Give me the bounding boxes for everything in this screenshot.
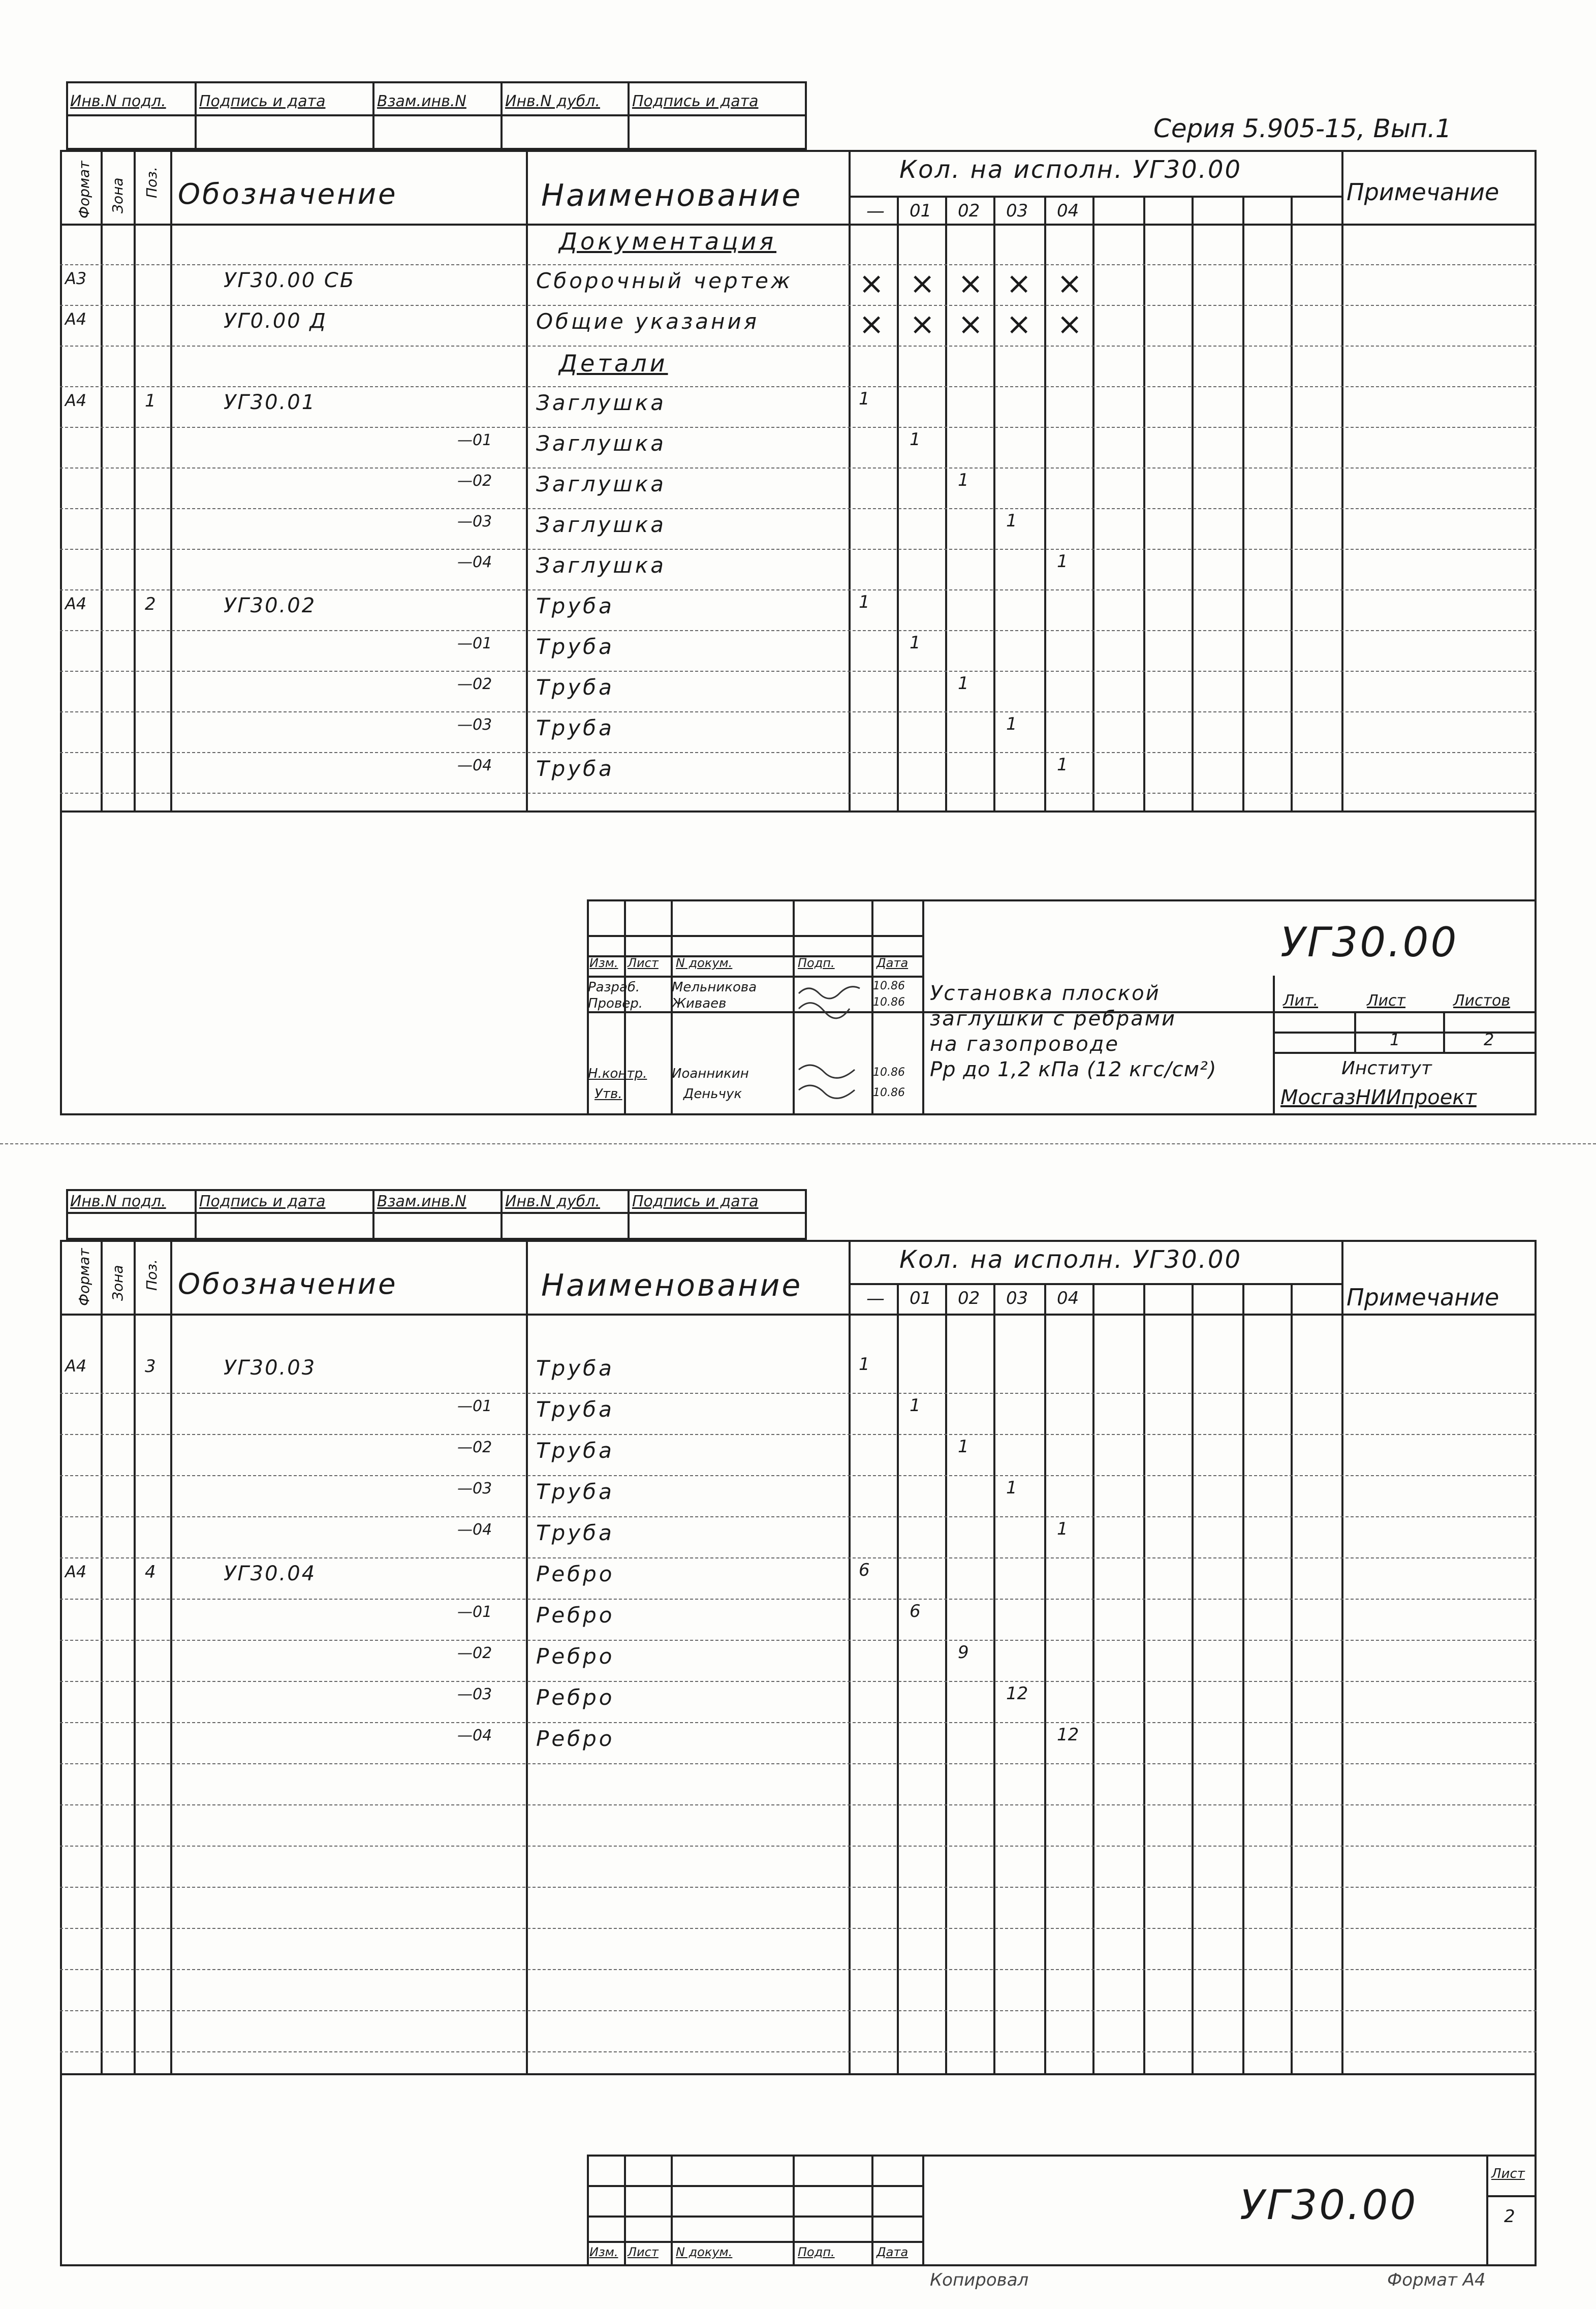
row-qty-base: 1	[859, 1354, 870, 1375]
row-divider	[60, 1722, 1537, 1723]
hdr-signature-date-2: Подпись и дата	[632, 92, 759, 110]
hdr2-signature-date-2: Подпись и дата	[632, 1193, 759, 1210]
row-position: 3	[145, 1356, 156, 1377]
tb1-sheets-value: 2	[1484, 1030, 1494, 1049]
tb1-org: МосгазНИИпроект	[1280, 1086, 1477, 1109]
col-note: Примечание	[1347, 178, 1499, 206]
row-divider	[60, 589, 1537, 590]
tb2-hdr-date: Дата	[877, 2245, 909, 2259]
row-qty-02: 1	[958, 673, 969, 694]
row-qty-03: 1	[1006, 1478, 1017, 1498]
row-designation: —02	[457, 1644, 492, 1662]
row-name: Сборочный чертеж	[536, 268, 793, 293]
col-format: Формат	[76, 161, 92, 219]
row-divider	[60, 264, 1537, 265]
row-position: 2	[145, 594, 156, 614]
row-name: Труба	[536, 1438, 614, 1463]
tb1-role-utv: Утв.	[594, 1086, 622, 1102]
row-name: Ребро	[536, 1603, 615, 1628]
tb1-title-line-4: Рр до 1,2 кПа (12 кгс/см²)	[930, 1058, 1217, 1081]
col2-name: Наименование	[541, 1268, 803, 1303]
row-name: Общие указания	[536, 309, 760, 334]
row-format: А4	[65, 594, 87, 613]
tb1-name-nkontr: Иоанникин	[672, 1066, 749, 1081]
tb1-hdr-ndoc: N докум.	[676, 956, 733, 970]
row-qty-01: 1	[910, 1395, 921, 1416]
row-divider	[60, 1804, 1537, 1805]
row-qty-01: ×	[910, 266, 935, 301]
tb1-sheet-header: Лист	[1367, 992, 1406, 1010]
col-name: Наименование	[541, 178, 803, 213]
tb1-hdr-podp: Подп.	[798, 956, 835, 970]
row-name: Заглушка	[536, 553, 666, 578]
row-designation: —04	[457, 1521, 492, 1539]
row-name: Заглушка	[536, 390, 666, 415]
title-block-2-code: УГ30.00	[1240, 2181, 1418, 2229]
tb1-role-prover: Провер.	[588, 996, 643, 1011]
tb1-role-nkontr: Н.контр.	[588, 1066, 647, 1081]
row-section-title: Документация	[559, 228, 777, 255]
tb1-name-razrab: Мельникова	[672, 980, 757, 995]
col-variant-03: 03	[1006, 201, 1028, 221]
row-designation: —01	[457, 1603, 492, 1621]
row-qty-04: ×	[1057, 306, 1083, 342]
page-cut-line	[0, 1143, 1596, 1144]
row-divider	[60, 508, 1537, 509]
row-designation: —02	[457, 1439, 492, 1456]
row-name: Труба	[536, 756, 614, 781]
row-divider	[60, 1599, 1537, 1600]
row-qty-04: 1	[1057, 755, 1068, 775]
row-qty-01: 6	[910, 1601, 921, 1621]
hdr2-inv-podl: Инв.N подл.	[70, 1193, 166, 1210]
hdr2-signature-date: Подпись и дата	[199, 1193, 326, 1210]
col-variant-base: —	[866, 201, 885, 222]
row-qty-02: 1	[958, 470, 969, 490]
row-qty-02: ×	[958, 306, 984, 342]
hdr2-vzam-inv: Взам.инв.N	[377, 1193, 466, 1210]
row-designation: —03	[457, 1480, 492, 1497]
col-zone: Зона	[109, 177, 126, 213]
row-name: Труба	[536, 1356, 614, 1381]
col-variant-01: 01	[910, 201, 932, 221]
col2-qty-group: Кол. на исполн. УГ30.00	[899, 1245, 1242, 1274]
row-section-title: Детали	[559, 350, 668, 377]
row-name: Труба	[536, 715, 614, 740]
row-designation: —01	[457, 635, 492, 652]
row-qty-03: 12	[1006, 1683, 1028, 1704]
row-name: Труба	[536, 1479, 614, 1504]
row-divider	[60, 793, 1537, 794]
row-name: Ребро	[536, 1644, 615, 1669]
row-divider	[60, 1557, 1537, 1558]
row-designation: —04	[457, 757, 492, 774]
row-divider	[60, 1763, 1537, 1764]
row-designation: УГ30.04	[224, 1562, 317, 1585]
row-position: 4	[145, 1562, 156, 1582]
row-divider	[60, 1475, 1537, 1476]
row-qty-02: 1	[958, 1437, 969, 1457]
tb2-hdr-ndoc: N докум.	[676, 2245, 733, 2259]
row-name: Труба	[536, 1397, 614, 1422]
row-divider	[60, 1969, 1537, 1970]
row-name: Заглушка	[536, 431, 666, 456]
row-divider	[60, 1393, 1537, 1394]
col-designation: Обозначение	[178, 178, 398, 211]
tb1-lit-header: Лит.	[1283, 992, 1319, 1010]
col-variant-04: 04	[1057, 201, 1079, 221]
row-format: А4	[65, 309, 87, 329]
row-designation: —01	[457, 431, 492, 449]
tb2-sheet-no: 2	[1504, 2206, 1515, 2227]
row-format: А4	[65, 391, 87, 410]
row-name: Труба	[536, 594, 614, 618]
tb1-hdr-list: Лист	[628, 956, 659, 970]
hdr-vzam-inv: Взам.инв.N	[377, 92, 466, 110]
row-designation: —04	[457, 1727, 492, 1744]
row-name: Труба	[536, 634, 614, 659]
row-designation: УГ30.00 СБ	[224, 269, 356, 292]
col-qty-group: Кол. на исполн. УГ30.00	[899, 155, 1242, 184]
col2-variant-base: —	[866, 1288, 885, 1309]
col-pos: Поз.	[143, 167, 160, 198]
sheet-2-frame	[60, 1240, 1537, 2266]
row-qty-04: ×	[1057, 266, 1083, 301]
row-designation: —03	[457, 513, 492, 531]
signature-marks	[794, 978, 870, 1110]
row-divider	[60, 346, 1537, 347]
row-designation: —04	[457, 553, 492, 571]
series-label: Серия 5.905-15, Вып.1	[1153, 114, 1452, 143]
tb1-title-line-2: заглушки с ребрами	[930, 1007, 1176, 1031]
row-divider	[60, 549, 1537, 550]
row-divider	[60, 1640, 1537, 1641]
hdr-signature-date: Подпись и дата	[199, 92, 326, 110]
col2-variant-01: 01	[910, 1288, 932, 1308]
row-divider	[60, 671, 1537, 672]
row-divider	[60, 1516, 1537, 1517]
row-divider	[60, 711, 1537, 712]
row-divider	[60, 305, 1537, 306]
row-designation: —02	[457, 472, 492, 490]
row-divider	[60, 427, 1537, 428]
col2-variant-03: 03	[1006, 1288, 1028, 1308]
tb1-title-line-1: Установка плоской	[930, 982, 1161, 1005]
col2-designation: Обозначение	[178, 1268, 398, 1301]
row-qty-04: 1	[1057, 1519, 1068, 1539]
row-qty-base: ×	[859, 306, 885, 342]
row-name: Труба	[536, 1520, 614, 1545]
footer-format: Формат А4	[1387, 2270, 1486, 2290]
row-qty-03: ×	[1006, 306, 1032, 342]
row-qty-02: ×	[958, 266, 984, 301]
col2-format: Формат	[76, 1248, 92, 1306]
row-qty-01: ×	[910, 306, 935, 342]
tb1-role-razrab: Разраб.	[588, 980, 640, 995]
row-qty-03: 1	[1006, 511, 1017, 531]
row-designation: —02	[457, 675, 492, 693]
row-divider	[60, 386, 1537, 387]
row-name: Ребро	[536, 1562, 615, 1586]
row-divider	[60, 467, 1537, 469]
row-qty-02: 9	[958, 1642, 969, 1663]
row-designation: УГ30.01	[224, 391, 317, 414]
row-qty-03: 1	[1006, 714, 1017, 734]
col2-variant-02: 02	[958, 1288, 980, 1308]
tb1-org-label: Институт	[1341, 1058, 1432, 1079]
row-divider	[60, 1434, 1537, 1435]
row-divider	[60, 752, 1537, 753]
title-block-code: УГ30.00	[1280, 919, 1459, 966]
col-variant-02: 02	[958, 201, 980, 221]
row-designation: —03	[457, 1686, 492, 1703]
row-qty-base: ×	[859, 266, 885, 301]
row-divider	[60, 1887, 1537, 1888]
col2-variant-04: 04	[1057, 1288, 1079, 1308]
tb1-date-utv: 10.86	[873, 1086, 905, 1099]
tb1-date-prover: 10.86	[873, 996, 905, 1009]
row-qty-03: ×	[1006, 266, 1032, 301]
row-name: Заглушка	[536, 512, 666, 537]
tb1-title-line-3: на газопроводе	[930, 1033, 1119, 1056]
row-qty-base: 1	[859, 389, 870, 409]
row-qty-01: 1	[910, 633, 921, 653]
row-qty-01: 1	[910, 429, 921, 450]
row-position: 1	[145, 391, 156, 411]
tb1-name-utv: Деньчук	[683, 1086, 742, 1102]
row-format: А4	[65, 1356, 87, 1376]
tb1-name-prover: Живаев	[672, 996, 727, 1011]
tb1-date-nkontr: 10.86	[873, 1066, 905, 1079]
row-format: А4	[65, 1562, 87, 1581]
tb2-sheet-label: Лист	[1491, 2166, 1525, 2181]
row-name: Труба	[536, 675, 614, 700]
row-designation: —03	[457, 716, 492, 734]
hdr-inv-podl: Инв.N подл.	[70, 92, 166, 110]
tb1-hdr-izm: Изм.	[589, 956, 618, 970]
row-format: А3	[65, 269, 87, 288]
row-qty-base: 1	[859, 592, 870, 612]
tb2-hdr-list: Лист	[628, 2245, 659, 2259]
col2-zone: Зона	[109, 1265, 126, 1301]
row-designation: УГ30.03	[224, 1356, 317, 1380]
tb1-sheet-value: 1	[1390, 1030, 1400, 1049]
tb1-date-razrab: 10.86	[873, 980, 905, 992]
row-qty-04: 12	[1057, 1725, 1079, 1745]
row-qty-base: 6	[859, 1560, 870, 1580]
tb1-sheets-header: Листов	[1453, 992, 1511, 1010]
tb2-hdr-podp: Подп.	[798, 2245, 835, 2259]
row-name: Заглушка	[536, 472, 666, 496]
row-divider	[60, 2051, 1537, 2052]
row-name: Ребро	[536, 1685, 615, 1710]
row-qty-04: 1	[1057, 551, 1068, 572]
row-divider	[60, 2010, 1537, 2011]
row-divider	[60, 1846, 1537, 1847]
hdr-inv-dubl: Инв.N дубл.	[505, 92, 600, 110]
row-divider	[60, 1681, 1537, 1682]
row-designation: УГ0.00 Д	[224, 309, 327, 333]
tb2-hdr-izm: Изм.	[589, 2245, 618, 2259]
row-divider	[60, 1928, 1537, 1929]
col2-pos: Поз.	[143, 1259, 160, 1291]
tb1-hdr-date: Дата	[877, 956, 909, 970]
row-designation: —01	[457, 1397, 492, 1415]
row-name: Ребро	[536, 1726, 615, 1751]
hdr2-inv-dubl: Инв.N дубл.	[505, 1193, 600, 1210]
row-designation: УГ30.02	[224, 594, 317, 617]
col2-note: Примечание	[1347, 1284, 1499, 1311]
footer-copied: Копировал	[930, 2270, 1029, 2290]
row-divider	[60, 630, 1537, 631]
